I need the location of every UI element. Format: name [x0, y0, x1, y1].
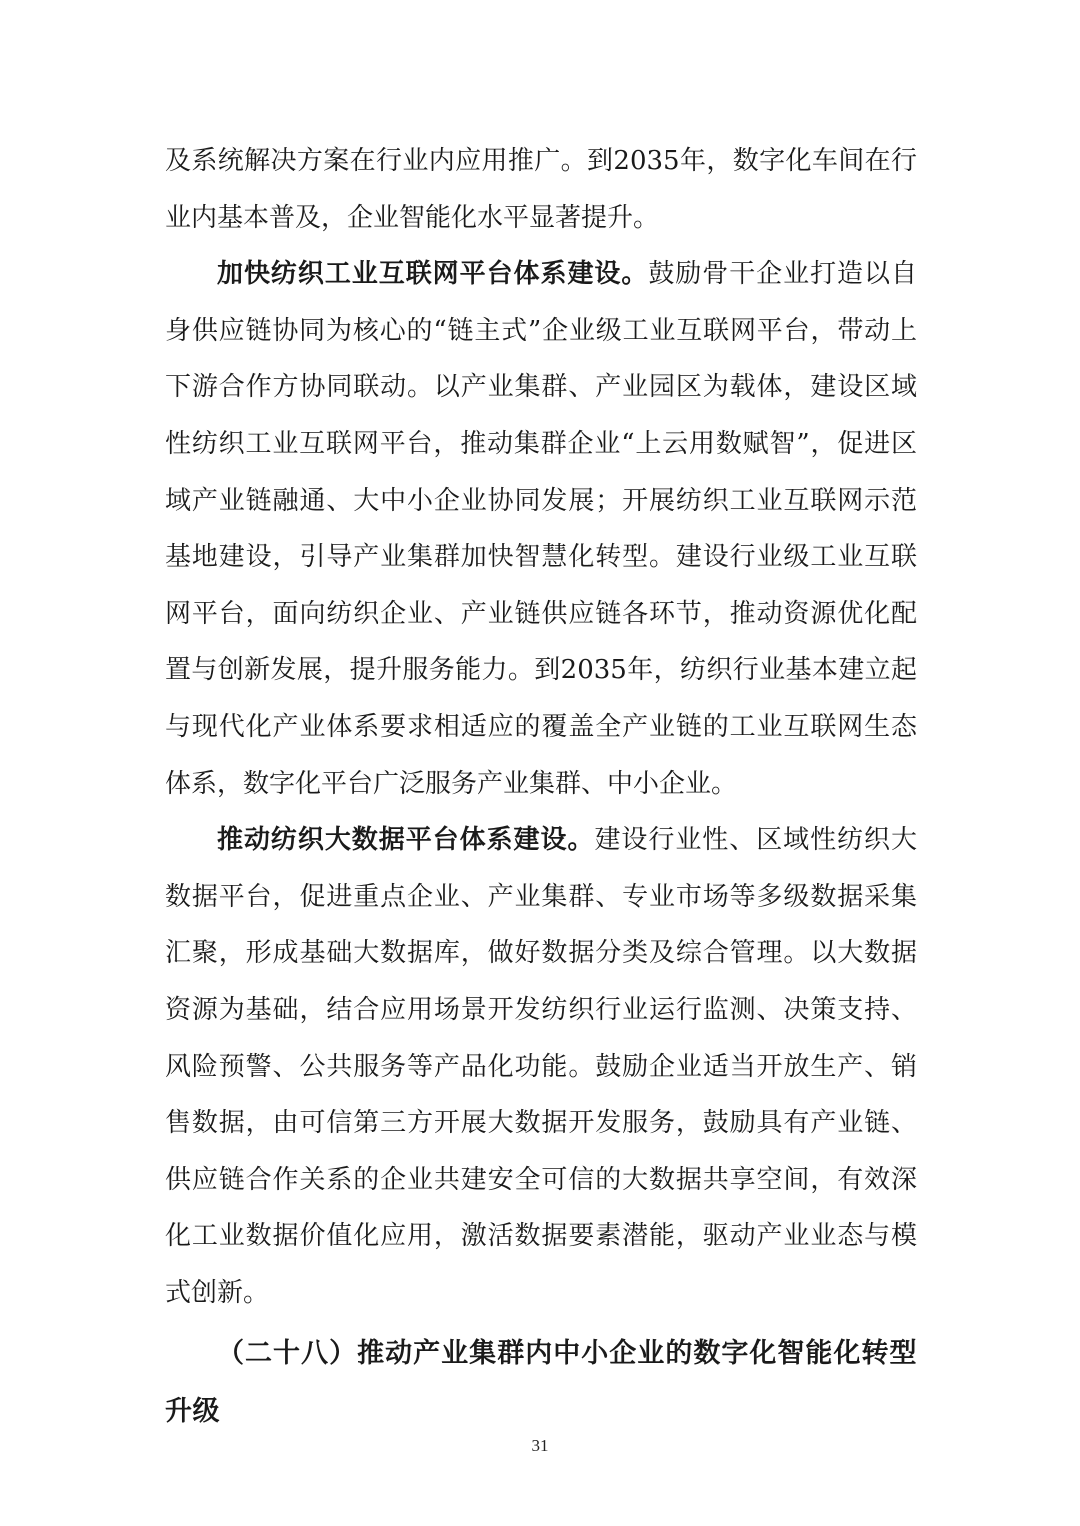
paragraph-lead: 推动纺织大数据平台体系建设。	[217, 825, 595, 856]
paragraph-text: 建设行业性、区域性纺织大数据平台，促进重点企业、产业集群、专业市场等多级数据采集汇聚，形成基础大数据库，做好数据分类及综合管理。以大数据资源为基础，结合应用场景开发纺织行业运行监测、决策支持、风险预警、公共服务等产品化功能。鼓励企业适当开放生产、销售数据，由可信第三方开展大数据开发服务，鼓励具有产业链、供应链合作关系的企业共建安全可信的大数据共享空间，有效深化工业数据价值化应用，激活数据要素潜能，驱动产业业态与模式创新。	[165, 825, 917, 1308]
paragraph-text: 鼓励骨干企业打造以自身供应链协同为核心的“链主式”企业级工业互联网平台，带动上下游合作方协同联动。以产业集群、产业园区为载体，建设区域性纺织工业互联网平台，推动集群企业“上云用数赋智”，促进区域产业链融通、大中小企业协同发展；开展纺织工业互联网示范基地建设，引导产业集群加快智慧化转型。建设行业级工业互联网平台，面向纺织企业、产业链供应链各环节，推动资源优化配置与创新发展，提升服务能力。到2035年，纺织行业基本建立起与现代化产业体系要求相适应的覆盖全产业链的工业互联网生态体系，数字化平台广泛服务产业集群、中小企业。	[165, 259, 917, 799]
paragraph-continuation	[165, 133, 917, 246]
document-body	[165, 133, 917, 1441]
page-number: 31	[531, 1436, 549, 1455]
paragraph-industrial-internet	[165, 246, 917, 812]
section-heading: （二十八）推动产业集群内中小企业的数字化智能化转型升级	[165, 1338, 917, 1428]
paragraph-big-data	[165, 812, 917, 1321]
paragraph-lead: 加快纺织工业互联网平台体系建设。	[217, 259, 649, 290]
paragraph-text: 及系统解决方案在行业内应用推广。到2035年，数字化车间在行业内基本普及，企业智能化水平显著提升。	[165, 146, 917, 233]
